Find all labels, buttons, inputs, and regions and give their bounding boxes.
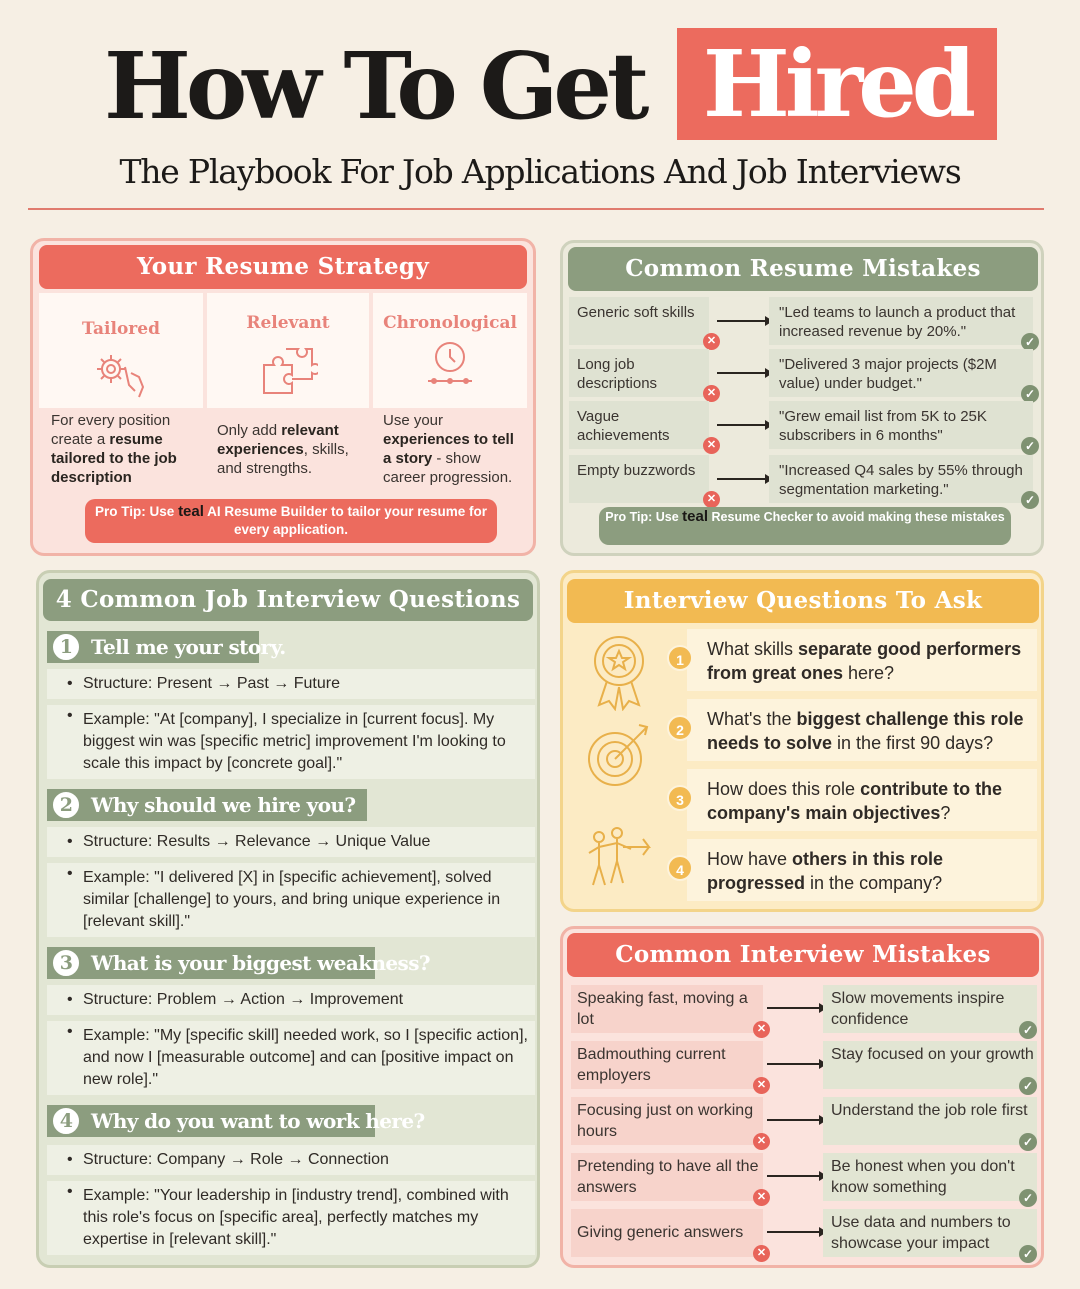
question-number-badge: 1: [667, 645, 693, 671]
x-icon: ✕: [753, 1189, 770, 1206]
x-icon: ✕: [703, 333, 720, 350]
resume-mistake-row: [569, 297, 1039, 347]
resume-mistake-row: [569, 401, 1039, 451]
arrow-right-icon: [767, 1007, 825, 1009]
fix-text: "Led teams to launch a product that increased revenue by 20%.": [769, 297, 1033, 345]
question-number-badge: 3: [667, 785, 693, 811]
fix-text: "Grew email list from 5K to 25K subscribers in 6 months": [769, 401, 1033, 449]
arrow-right-icon: [717, 320, 771, 322]
title-divider: [28, 208, 1044, 210]
page-title: How To Get: [104, 32, 645, 140]
question-number: 3: [51, 948, 81, 978]
check-icon: ✓: [1019, 1021, 1037, 1039]
question-example: • Example: "My [specific skill] needed work, so I [specific action], and now I [measurable outcome] and can [positive impact on new role].": [47, 1021, 535, 1095]
x-icon: ✕: [703, 437, 720, 454]
interview-mistake-row: [571, 1209, 1037, 1261]
question-example: • Example: "At [company], I specialize in [current focus]. My biggest win was [specific metric] improvement I'm looking to scale this impact by [concrete goal].": [47, 705, 535, 779]
check-icon: ✓: [1019, 1245, 1037, 1263]
resume-mistake-row: [569, 349, 1039, 399]
fix-text: Stay focused on your growth: [823, 1041, 1037, 1089]
strategy-column-chronological: [373, 293, 527, 492]
mistake-text: Speaking fast, moving a lot: [571, 985, 763, 1033]
page-subtitle: The Playbook For Job Applications And Job Interviews: [119, 152, 961, 191]
interview-mistake-row: [571, 1097, 1037, 1149]
question-heading: 3 What is your biggest weakness?: [47, 947, 375, 979]
page-title-highlight: Hired: [677, 28, 997, 140]
arrow-right-icon: [767, 1063, 825, 1065]
resume-mistakes-title: Common Resume Mistakes: [568, 247, 1038, 291]
interview-questions-panel: [36, 570, 540, 1268]
check-icon: ✓: [1021, 385, 1039, 403]
questions-to-ask-title: Interview Questions To Ask: [567, 579, 1039, 623]
resume-strategy-panel: [30, 238, 536, 556]
x-icon: ✕: [703, 491, 720, 508]
mistake-text: Focusing just on working hours: [571, 1097, 763, 1145]
question-number: 1: [51, 632, 81, 662]
question-structure: • Structure: Problem → Action → Improvement: [47, 985, 535, 1015]
check-icon: ✓: [1021, 437, 1039, 455]
arrow-right-icon: [717, 372, 771, 374]
question-number: 2: [51, 790, 81, 820]
resume-mistakes-panel: [560, 240, 1044, 556]
interview-questions-title: 4 Common Job Interview Questions: [43, 579, 533, 621]
question-heading: 4 Why do you want to work here?: [47, 1105, 375, 1137]
arrow-right-icon: [717, 478, 771, 480]
question-structure: • Structure: Results → Relevance → Unique Value: [47, 827, 535, 857]
x-icon: ✕: [753, 1133, 770, 1150]
x-icon: ✕: [753, 1077, 770, 1094]
mistake-text: Generic soft skills: [569, 297, 709, 345]
strategy-column-title: Chronological: [383, 313, 517, 333]
team-arrow-icon: [583, 823, 663, 898]
resume-mistakes-pro-tip[interactable]: Pro Tip: Use teal Resume Checker to avoid making these mistakes: [599, 507, 1011, 545]
fix-text: Be honest when you don't know something: [823, 1153, 1037, 1201]
fix-text: "Increased Q4 sales by 55% through segmentation marketing.": [769, 455, 1033, 503]
puzzle-icon: [258, 343, 318, 402]
target-icon: [585, 719, 657, 794]
check-icon: ✓: [1019, 1189, 1037, 1207]
gear-hand-icon: [89, 349, 153, 406]
question-structure: • Structure: Present → Past → Future: [47, 669, 535, 699]
question-to-ask: How does this role contribute to the company's main objectives?: [687, 769, 1037, 831]
question-heading: 1 Tell me your story.: [47, 631, 259, 663]
check-icon: ✓: [1021, 491, 1039, 509]
arrow-right-icon: [767, 1119, 825, 1121]
strategy-column-text: Use your experiences to tell a story - show career progression.: [383, 412, 514, 486]
mistake-text: Badmouthing current employers: [571, 1041, 763, 1089]
check-icon: ✓: [1019, 1077, 1037, 1095]
x-icon: ✕: [753, 1245, 770, 1262]
arrow-right-icon: [767, 1175, 825, 1177]
question-to-ask: What's the biggest challenge this role needs to solve in the first 90 days?: [687, 699, 1037, 761]
mistake-text: Giving generic answers: [571, 1209, 763, 1257]
mistake-text: Empty buzzwords: [569, 455, 709, 503]
arrow-right-icon: [767, 1231, 825, 1233]
resume-strategy-pro-tip[interactable]: Pro Tip: Use teal AI Resume Builder to tailor your resume for every application.: [85, 499, 497, 543]
mistake-text: Pretending to have all the answers: [571, 1153, 763, 1201]
resume-mistake-row: [569, 455, 1039, 505]
interview-mistakes-title: Common Interview Mistakes: [567, 933, 1039, 977]
clock-timeline-icon: [420, 339, 480, 398]
check-icon: ✓: [1021, 333, 1039, 351]
fix-text: Slow movements inspire confidence: [823, 985, 1037, 1033]
question-to-ask: How have others in this role progressed in the company?: [687, 839, 1037, 901]
interview-mistake-row: [571, 985, 1037, 1037]
x-icon: ✕: [753, 1021, 770, 1038]
question-number: 4: [51, 1106, 81, 1136]
fix-text: Use data and numbers to showcase your impact: [823, 1209, 1037, 1257]
strategy-column-title: Relevant: [246, 313, 330, 333]
mistake-text: Long job descriptions: [569, 349, 709, 397]
x-icon: ✕: [703, 385, 720, 402]
resume-strategy-title: Your Resume Strategy: [39, 245, 527, 289]
strategy-column-tailored: [39, 293, 203, 492]
question-structure: • Structure: Company → Role → Connection: [47, 1145, 535, 1175]
award-badge-icon: [583, 631, 655, 716]
question-number-badge: 2: [667, 715, 693, 741]
interview-mistake-row: [571, 1153, 1037, 1205]
teal-logo: teal: [178, 503, 204, 520]
mistake-text: Vague achievements: [569, 401, 709, 449]
strategy-column-relevant: [207, 293, 369, 492]
question-to-ask: What skills separate good performers from great ones here?: [687, 629, 1037, 691]
question-example: • Example: "Your leadership in [industry trend], combined with this role's focus on [specific area], perfectly matches my expertise in [relevant skill].": [47, 1181, 535, 1255]
arrow-right-icon: [717, 424, 771, 426]
strategy-column-text: For every position create a resume tailored to the job description: [51, 412, 177, 486]
fix-text: Understand the job role first: [823, 1097, 1037, 1145]
question-number-badge: 4: [667, 855, 693, 881]
interview-mistakes-panel: [560, 926, 1044, 1268]
fix-text: "Delivered 3 major projects ($2M value) under budget.": [769, 349, 1033, 397]
teal-logo: teal: [682, 508, 709, 525]
strategy-column-title: Tailored: [82, 319, 160, 339]
header: [0, 22, 1080, 152]
questions-to-ask-panel: [560, 570, 1044, 912]
question-heading: 2 Why should we hire you?: [47, 789, 367, 821]
strategy-column-text: Only add relevant experiences, skills, and strengths.: [217, 422, 349, 477]
interview-mistake-row: [571, 1041, 1037, 1093]
check-icon: ✓: [1019, 1133, 1037, 1151]
question-example: • Example: "I delivered [X] in [specific achievement], solved similar [challenge] to yours, and bring unique experience in [relevant skill].": [47, 863, 535, 937]
